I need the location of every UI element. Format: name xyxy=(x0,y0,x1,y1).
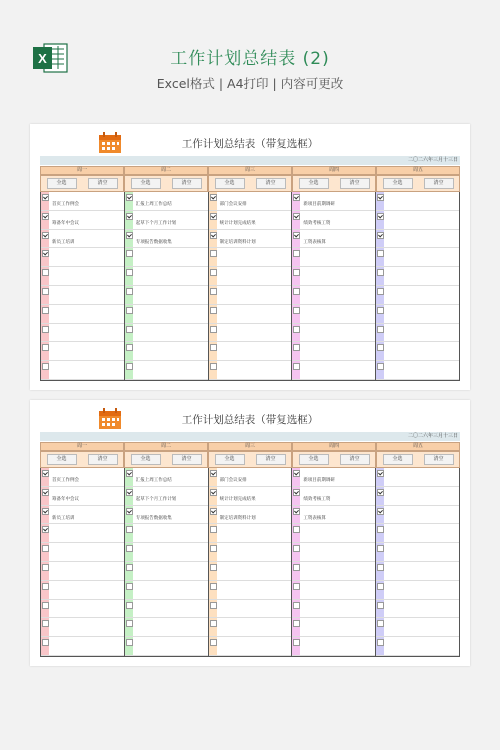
task-checkbox[interactable] xyxy=(126,326,133,333)
task-row xyxy=(376,543,459,562)
task-row xyxy=(209,230,292,249)
task-row xyxy=(209,543,292,562)
task-checkbox[interactable] xyxy=(210,545,217,552)
select-all-button[interactable]: 全选 xyxy=(47,454,77,465)
button-cell xyxy=(292,451,376,468)
task-checkbox[interactable] xyxy=(126,213,133,220)
task-row xyxy=(209,618,292,637)
task-row xyxy=(376,192,459,211)
task-checkbox[interactable] xyxy=(210,526,217,533)
task-row xyxy=(125,562,208,581)
task-checkbox[interactable] xyxy=(42,288,49,295)
task-checkbox[interactable] xyxy=(377,363,384,370)
date-text: 二〇二六年三月十三日 xyxy=(407,157,458,163)
task-checkbox[interactable] xyxy=(126,288,133,295)
task-checkbox[interactable] xyxy=(377,194,384,201)
page-title: 工作计划总结表 (2) xyxy=(170,49,330,69)
task-checkbox[interactable] xyxy=(293,213,300,220)
task-checkbox[interactable] xyxy=(42,564,49,571)
day-column xyxy=(208,192,292,380)
task-checkbox[interactable] xyxy=(126,526,133,533)
task-text: 首页工作例会 xyxy=(52,478,79,483)
task-row xyxy=(41,211,124,230)
task-checkbox[interactable] xyxy=(42,194,49,201)
task-row xyxy=(376,267,459,286)
task-text: 统计计划完成结果 xyxy=(219,220,256,226)
task-checkbox[interactable] xyxy=(42,639,49,646)
task-row xyxy=(41,468,124,487)
task-row xyxy=(376,230,459,249)
task-checkbox[interactable] xyxy=(42,344,49,351)
task-text: 绩效考核工资 xyxy=(303,220,331,226)
page-subtitle: Excel格式 | A4打印 | 内容可更改 xyxy=(156,76,344,91)
task-checkbox[interactable] xyxy=(42,213,49,220)
select-all-button[interactable]: 全选 xyxy=(299,178,329,189)
task-checkbox[interactable] xyxy=(293,232,300,239)
button-cell xyxy=(124,451,208,468)
task-checkbox[interactable] xyxy=(210,194,217,201)
task-row xyxy=(41,248,124,267)
task-row xyxy=(376,581,459,600)
task-checkbox[interactable] xyxy=(126,620,133,627)
task-row xyxy=(41,600,124,619)
task-checkbox[interactable] xyxy=(377,470,384,477)
clear-button[interactable]: 清空 xyxy=(172,178,202,189)
task-checkbox[interactable] xyxy=(377,639,384,646)
task-row xyxy=(41,192,124,211)
task-row xyxy=(292,211,375,230)
day-column xyxy=(40,468,124,656)
task-checkbox[interactable] xyxy=(126,508,133,515)
task-row xyxy=(125,324,208,343)
clear-button[interactable]: 清空 xyxy=(172,454,202,465)
button-row xyxy=(40,175,460,192)
task-checkbox[interactable] xyxy=(126,363,133,370)
task-row xyxy=(292,506,375,525)
task-row xyxy=(292,618,375,637)
task-row xyxy=(376,524,459,543)
task-text: 专项报告数据收集 xyxy=(135,239,172,245)
task-checkbox[interactable] xyxy=(210,232,217,239)
day-header-row xyxy=(40,166,460,175)
sheet-title: 工作计划总结表（带复选框） xyxy=(181,414,319,426)
task-row xyxy=(125,211,208,230)
task-row xyxy=(376,468,459,487)
task-row xyxy=(125,267,208,286)
task-checkbox[interactable] xyxy=(210,602,217,609)
task-checkbox[interactable] xyxy=(293,508,300,515)
task-checkbox[interactable] xyxy=(42,489,49,496)
task-row xyxy=(292,524,375,543)
button-cell xyxy=(376,175,460,192)
task-row xyxy=(292,286,375,305)
task-checkbox[interactable] xyxy=(42,620,49,627)
task-row xyxy=(125,543,208,562)
task-row xyxy=(125,600,208,619)
task-row xyxy=(376,600,459,619)
task-checkbox[interactable] xyxy=(42,508,49,515)
task-row xyxy=(125,192,208,211)
task-checkbox[interactable] xyxy=(210,583,217,590)
task-checkbox[interactable] xyxy=(210,307,217,314)
task-checkbox[interactable] xyxy=(126,602,133,609)
day-header: 周二 xyxy=(124,166,208,175)
task-checkbox[interactable] xyxy=(293,639,300,646)
task-row xyxy=(209,286,292,305)
task-checkbox[interactable] xyxy=(377,508,384,515)
task-text: 起草下个月工作计划 xyxy=(135,220,177,226)
day-column xyxy=(375,468,460,656)
task-checkbox[interactable] xyxy=(126,564,133,571)
task-checkbox[interactable] xyxy=(293,545,300,552)
task-row xyxy=(125,361,208,380)
task-text: 筹备年中会议 xyxy=(52,220,79,226)
day-header: 周三 xyxy=(208,166,292,175)
task-checkbox[interactable] xyxy=(293,288,300,295)
task-row xyxy=(292,192,375,211)
task-checkbox[interactable] xyxy=(210,639,217,646)
task-checkbox[interactable] xyxy=(293,326,300,333)
day-header: 周四 xyxy=(292,166,376,175)
day-header: 周一 xyxy=(40,442,124,451)
task-row xyxy=(125,230,208,249)
clear-button[interactable]: 清空 xyxy=(424,454,454,465)
task-row xyxy=(209,600,292,619)
clear-button[interactable]: 清空 xyxy=(340,178,370,189)
task-checkbox[interactable] xyxy=(126,194,133,201)
day-column xyxy=(291,468,375,656)
task-row xyxy=(125,524,208,543)
task-row xyxy=(376,506,459,525)
button-cell xyxy=(208,451,292,468)
task-checkbox[interactable] xyxy=(377,250,384,257)
task-row xyxy=(209,581,292,600)
task-checkbox[interactable] xyxy=(126,307,133,314)
task-row xyxy=(292,543,375,562)
task-text: 新项目前期调研 xyxy=(303,202,335,207)
task-checkbox[interactable] xyxy=(42,602,49,609)
task-checkbox[interactable] xyxy=(42,250,49,257)
day-header: 周二 xyxy=(124,442,208,451)
task-row xyxy=(41,506,124,525)
date-text: 二〇二六年三月十三日 xyxy=(407,433,458,439)
task-checkbox[interactable] xyxy=(42,583,49,590)
task-row xyxy=(209,506,292,525)
task-checkbox[interactable] xyxy=(42,526,49,533)
task-text: 统计计划完成结果 xyxy=(219,496,256,502)
task-grid xyxy=(40,468,460,657)
task-row xyxy=(292,248,375,267)
task-text: 制定培训资料计划 xyxy=(219,515,256,521)
task-checkbox[interactable] xyxy=(293,307,300,314)
task-checkbox[interactable] xyxy=(377,489,384,496)
task-text: 汇报上周工作总结 xyxy=(135,202,172,207)
select-all-button[interactable]: 全选 xyxy=(383,454,413,465)
task-row xyxy=(292,305,375,324)
task-checkbox[interactable] xyxy=(42,232,49,239)
task-row xyxy=(209,267,292,286)
task-row xyxy=(41,562,124,581)
task-row xyxy=(292,562,375,581)
task-row xyxy=(292,230,375,249)
task-text: 筹备年中会议 xyxy=(52,496,79,502)
task-checkbox[interactable] xyxy=(293,620,300,627)
task-row xyxy=(292,637,375,656)
day-header: 周四 xyxy=(292,442,376,451)
task-checkbox[interactable] xyxy=(293,269,300,276)
date-bar xyxy=(40,156,460,165)
task-checkbox[interactable] xyxy=(377,602,384,609)
task-checkbox[interactable] xyxy=(377,344,384,351)
task-checkbox[interactable] xyxy=(210,470,217,477)
task-text: 新项目前期调研 xyxy=(303,478,335,483)
task-row xyxy=(41,342,124,361)
task-checkbox[interactable] xyxy=(377,269,384,276)
task-text: 制定培训资料计划 xyxy=(219,239,256,245)
task-checkbox[interactable] xyxy=(293,344,300,351)
task-row xyxy=(125,506,208,525)
task-row xyxy=(376,618,459,637)
task-row xyxy=(376,286,459,305)
task-checkbox[interactable] xyxy=(210,508,217,515)
task-row xyxy=(125,487,208,506)
task-row xyxy=(41,543,124,562)
button-cell xyxy=(40,175,124,192)
task-checkbox[interactable] xyxy=(126,232,133,239)
task-checkbox[interactable] xyxy=(42,307,49,314)
task-row xyxy=(41,286,124,305)
task-row xyxy=(125,468,208,487)
task-text: 汇报上周工作总结 xyxy=(135,478,172,483)
task-row xyxy=(125,248,208,267)
task-checkbox[interactable] xyxy=(210,620,217,627)
task-row xyxy=(209,324,292,343)
task-checkbox[interactable] xyxy=(377,545,384,552)
excel-logo-letter: X xyxy=(38,51,47,66)
task-text: 部门会议安排 xyxy=(219,478,247,483)
task-checkbox[interactable] xyxy=(377,326,384,333)
task-row xyxy=(41,581,124,600)
clear-button[interactable]: 清空 xyxy=(88,178,118,189)
select-all-button[interactable]: 全选 xyxy=(131,178,161,189)
task-row xyxy=(376,487,459,506)
task-checkbox[interactable] xyxy=(126,583,133,590)
task-row xyxy=(125,305,208,324)
task-checkbox[interactable] xyxy=(210,326,217,333)
day-column xyxy=(375,192,460,380)
clear-button[interactable]: 清空 xyxy=(340,454,370,465)
task-row xyxy=(209,192,292,211)
task-row xyxy=(376,342,459,361)
task-checkbox[interactable] xyxy=(293,470,300,477)
clear-button[interactable]: 清空 xyxy=(88,454,118,465)
task-checkbox[interactable] xyxy=(210,288,217,295)
task-checkbox[interactable] xyxy=(42,269,49,276)
task-checkbox[interactable] xyxy=(293,602,300,609)
task-row xyxy=(125,286,208,305)
task-checkbox[interactable] xyxy=(210,344,217,351)
task-checkbox[interactable] xyxy=(293,583,300,590)
task-checkbox[interactable] xyxy=(210,250,217,257)
task-checkbox[interactable] xyxy=(210,269,217,276)
sheet-preview-2 xyxy=(30,400,470,666)
clear-button[interactable]: 清空 xyxy=(424,178,454,189)
button-cell xyxy=(208,175,292,192)
button-cell xyxy=(124,175,208,192)
task-row xyxy=(209,342,292,361)
task-checkbox[interactable] xyxy=(126,639,133,646)
task-text: 新员工培训 xyxy=(52,515,75,521)
task-row xyxy=(292,487,375,506)
task-row xyxy=(125,637,208,656)
day-header: 周五 xyxy=(376,442,460,451)
task-text: 起草下个月工作计划 xyxy=(135,496,177,502)
clear-button[interactable]: 清空 xyxy=(256,178,286,189)
task-row xyxy=(292,581,375,600)
task-row xyxy=(41,305,124,324)
task-checkbox[interactable] xyxy=(377,232,384,239)
button-cell xyxy=(292,175,376,192)
task-row xyxy=(209,305,292,324)
task-row xyxy=(376,324,459,343)
task-row xyxy=(41,637,124,656)
task-row xyxy=(292,324,375,343)
task-row xyxy=(292,468,375,487)
day-header: 周三 xyxy=(208,442,292,451)
task-row xyxy=(376,211,459,230)
sheet-preview-1 xyxy=(30,124,470,390)
task-checkbox[interactable] xyxy=(293,564,300,571)
select-all-button[interactable]: 全选 xyxy=(299,454,329,465)
day-header: 周五 xyxy=(376,166,460,175)
task-checkbox[interactable] xyxy=(42,326,49,333)
task-row xyxy=(376,361,459,380)
task-checkbox[interactable] xyxy=(42,470,49,477)
day-header-row xyxy=(40,442,460,451)
task-checkbox[interactable] xyxy=(377,526,384,533)
task-checkbox[interactable] xyxy=(126,250,133,257)
task-row xyxy=(209,562,292,581)
task-checkbox[interactable] xyxy=(42,363,49,370)
task-row xyxy=(292,342,375,361)
task-row xyxy=(292,361,375,380)
task-checkbox[interactable] xyxy=(42,545,49,552)
task-row xyxy=(376,562,459,581)
task-row xyxy=(209,361,292,380)
task-row xyxy=(125,581,208,600)
task-row xyxy=(292,600,375,619)
task-text: 首页工作例会 xyxy=(52,202,79,207)
task-row xyxy=(376,637,459,656)
select-all-button[interactable]: 全选 xyxy=(215,454,245,465)
task-checkbox[interactable] xyxy=(377,213,384,220)
select-all-button[interactable]: 全选 xyxy=(215,178,245,189)
task-row xyxy=(209,468,292,487)
day-column xyxy=(40,192,124,380)
select-all-button[interactable]: 全选 xyxy=(131,454,161,465)
day-column xyxy=(124,192,208,380)
task-checkbox[interactable] xyxy=(126,470,133,477)
sheet-title: 工作计划总结表（带复选框） xyxy=(181,138,319,150)
task-row xyxy=(41,324,124,343)
task-checkbox[interactable] xyxy=(210,489,217,496)
clear-button[interactable]: 清空 xyxy=(256,454,286,465)
task-row xyxy=(41,267,124,286)
task-checkbox[interactable] xyxy=(210,363,217,370)
task-row xyxy=(41,524,124,543)
task-text: 绩效考核工资 xyxy=(303,496,331,502)
task-row xyxy=(209,211,292,230)
task-checkbox[interactable] xyxy=(126,269,133,276)
task-row xyxy=(125,342,208,361)
select-all-button[interactable]: 全选 xyxy=(383,178,413,189)
task-row xyxy=(41,230,124,249)
task-checkbox[interactable] xyxy=(293,526,300,533)
task-checkbox[interactable] xyxy=(377,307,384,314)
task-text: 专项报告数据收集 xyxy=(135,515,172,521)
select-all-button[interactable]: 全选 xyxy=(47,178,77,189)
day-column xyxy=(291,192,375,380)
task-checkbox[interactable] xyxy=(377,583,384,590)
button-row xyxy=(40,451,460,468)
task-checkbox[interactable] xyxy=(126,489,133,496)
task-row xyxy=(209,487,292,506)
task-row xyxy=(209,637,292,656)
task-checkbox[interactable] xyxy=(377,620,384,627)
task-row xyxy=(376,248,459,267)
task-row xyxy=(209,524,292,543)
task-row xyxy=(41,618,124,637)
task-row xyxy=(292,267,375,286)
task-checkbox[interactable] xyxy=(210,564,217,571)
task-text: 工资表核算 xyxy=(303,239,326,245)
button-cell xyxy=(40,451,124,468)
task-row xyxy=(209,248,292,267)
task-text: 部门会议安排 xyxy=(219,202,247,207)
task-row xyxy=(125,618,208,637)
task-checkbox[interactable] xyxy=(377,288,384,295)
task-checkbox[interactable] xyxy=(126,344,133,351)
button-cell xyxy=(376,451,460,468)
task-text: 新员工培训 xyxy=(52,239,75,245)
task-grid xyxy=(40,192,460,381)
date-bar xyxy=(40,432,460,441)
day-column xyxy=(124,468,208,656)
day-column xyxy=(208,468,292,656)
task-checkbox[interactable] xyxy=(293,194,300,201)
task-checkbox[interactable] xyxy=(293,489,300,496)
task-checkbox[interactable] xyxy=(126,545,133,552)
task-checkbox[interactable] xyxy=(293,363,300,370)
day-header: 周一 xyxy=(40,166,124,175)
task-checkbox[interactable] xyxy=(210,213,217,220)
task-text: 工资表核算 xyxy=(303,515,326,521)
task-row xyxy=(376,305,459,324)
task-checkbox[interactable] xyxy=(377,564,384,571)
task-checkbox[interactable] xyxy=(293,250,300,257)
task-row xyxy=(41,361,124,380)
task-row xyxy=(41,487,124,506)
